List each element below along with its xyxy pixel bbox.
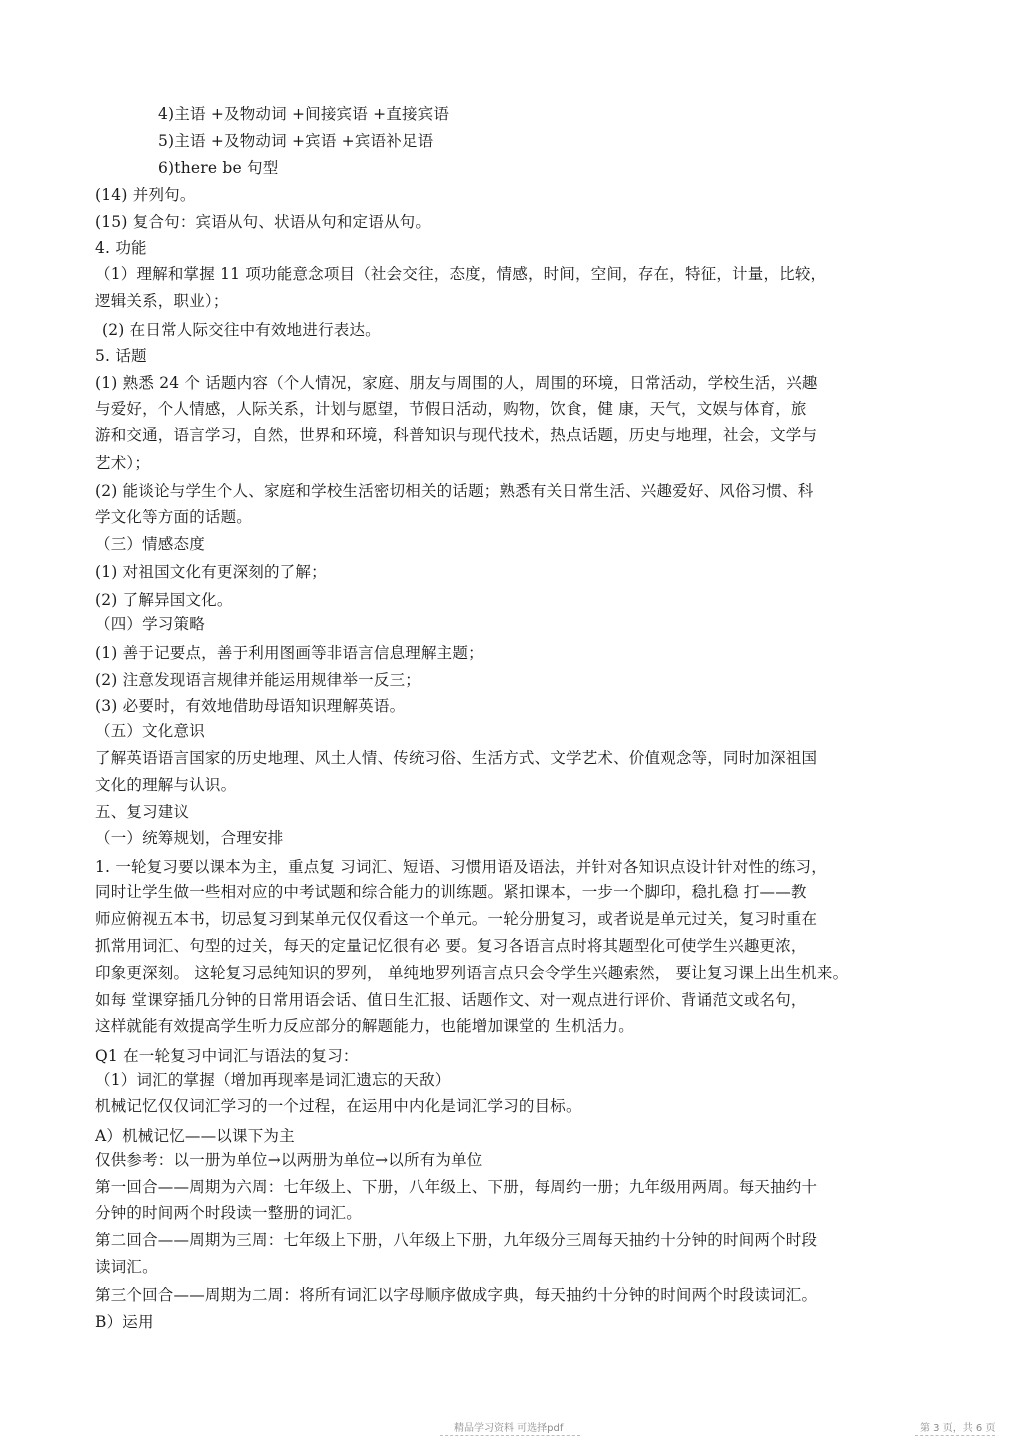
text-line: 第二回合——周期为三周：七年级上下册，八年级上下册，九年级分三周每天抽约十分钟的时间两个时段 <box>95 1231 818 1249</box>
text-line: 第三个回合——周期为二周：将所有词汇以字母顺序做成字典，每天抽约十分钟的时间两个时段读词汇。 <box>95 1286 818 1304</box>
text-line: 艺术）； <box>95 454 151 472</box>
text-line: (2) 注意发现语言规律并能运用规律举一反三； <box>95 671 421 689</box>
text-line: (1) 对祖国文化有更深刻的了解； <box>95 563 327 581</box>
text-line: 同时让学生做一些相对应的中考试题和综合能力的训练题。紧扣课本，一步一个脚印，稳扎稳 打——教 <box>95 883 807 901</box>
text-line: 了解英语语言国家的历史地理、风土人情、传统习俗、生活方式、文学艺术、价值观念等，同时加深祖国 <box>95 749 818 767</box>
text-line: 机械记忆仅仅词汇学习的一个过程，在运用中内化是词汇学习的目标。 <box>95 1097 582 1115</box>
text-line: (1) 善于记要点，善于利用图画等非语言信息理解主题； <box>95 644 484 662</box>
text-line: 读词汇。 <box>95 1258 158 1276</box>
section-heading: （一）统筹规划，合理安排 <box>95 829 284 847</box>
footer-page-number: 第 3 页，共 6 页 <box>920 1423 996 1434</box>
section-heading: （五）文化意识 <box>95 722 205 740</box>
text-line: （1）理解和掌握 11 项功能意念项目（社会交往，态度，情感，时间，空间，存在，特征，计量，比较， <box>95 265 827 283</box>
text-line: 抓常用词汇、句型的过关，每天的定量记忆很有必 要。复习各语言点时将其题型化可使学生兴趣更浓， <box>95 937 807 955</box>
text-line: 1. 一轮复习要以课本为主，重点复 习词汇、短语、习惯用语及语法，并针对各知识点设计针对性的练习， <box>95 858 827 876</box>
section-heading: （四）学习策略 <box>95 615 205 633</box>
text-line: 6)there be 句型 <box>158 159 279 177</box>
text-line: 师应俯视五本书，切忌复习到某单元仅仅看这一个单元。一轮分册复习，或者说是单元过关，复习时重在 <box>95 910 818 928</box>
text-line: (2) 能谈论与学生个人、家庭和学校生活密切相关的话题；熟悉有关日常生活、兴趣爱好、风俗习惯、科 <box>95 482 814 500</box>
text-line: (1) 熟悉 24 个 话题内容（个人情况，家庭、朋友与周围的人，周围的环境，日常活动，学校生活，兴趣 <box>95 374 818 392</box>
text-line: 如每 堂课穿插几分钟的日常用语会话、值日生汇报、话题作文、对一观点进行评价、背诵范文或名句， <box>95 991 807 1009</box>
text-line: Q1 在一轮复习中词汇与语法的复习： <box>95 1047 359 1065</box>
section-heading: 五、复习建议 <box>95 803 190 821</box>
section-heading: 5. 话题 <box>95 347 147 365</box>
text-line: 4)主语 +及物动词 +间接宾语 +直接宾语 <box>158 105 450 123</box>
text-line: （1）词汇的掌握（增加再现率是词汇遗忘的天敌） <box>95 1071 451 1089</box>
text-line: 第一回合——周期为六周：七年级上、下册，八年级上、下册，每周约一册；九年级用两周。每天抽约十 <box>95 1178 818 1196</box>
section-heading: 4. 功能 <box>95 239 147 257</box>
section-heading: （三）情感态度 <box>95 535 205 553</box>
text-line: 这样就能有效提高学生听力反应部分的解题能力，也能增加课堂的 生机活力。 <box>95 1017 634 1035</box>
text-line: (2) 了解异国文化。 <box>95 591 233 609</box>
text-line: (3) 必要时，有效地借助母语知识理解英语。 <box>95 697 406 715</box>
text-line: (2) 在日常人际交往中有效地进行表达。 <box>102 321 381 339</box>
text-line: 与爱好，个人情感，人际关系，计划与愿望，节假日活动，购物，饮食，健 康，天气，文娱与体育，旅 <box>95 400 807 418</box>
text-line: B）运用 <box>95 1313 154 1331</box>
text-line: A）机械记忆——以课下为主 <box>95 1127 295 1145</box>
text-line: 5)主语 +及物动词 +宾语 +宾语补足语 <box>158 132 434 150</box>
text-line: 印象更深刻。 这轮复习忌纯知识的罗列， 单纯地罗列语言点只会令学生兴趣索然， 要让复习课上出生机来。 <box>95 964 849 982</box>
text-line: 游和交通，语言学习，自然，世界和环境，科普知识与现代技术，热点话题，历史与地理，社会，文学与 <box>95 426 818 444</box>
footer-left-text: 精品学习资料 可选择pdf <box>454 1423 564 1434</box>
footer-left-rule <box>440 1435 580 1436</box>
text-line: 分钟的时间两个时段读一整册的词汇。 <box>95 1204 362 1222</box>
text-line: 学文化等方面的话题。 <box>95 508 253 526</box>
text-line: 逻辑关系，职业）； <box>95 292 229 310</box>
footer-right-rule <box>915 1435 995 1436</box>
text-line: 文化的理解与认识。 <box>95 776 237 794</box>
text-line: 仅供参考：以一册为单位→以两册为单位→以所有为单位 <box>95 1151 483 1169</box>
text-line: (15) 复合句：宾语从句、状语从句和定语从句。 <box>95 213 432 231</box>
text-line: (14) 并列句。 <box>95 186 196 204</box>
